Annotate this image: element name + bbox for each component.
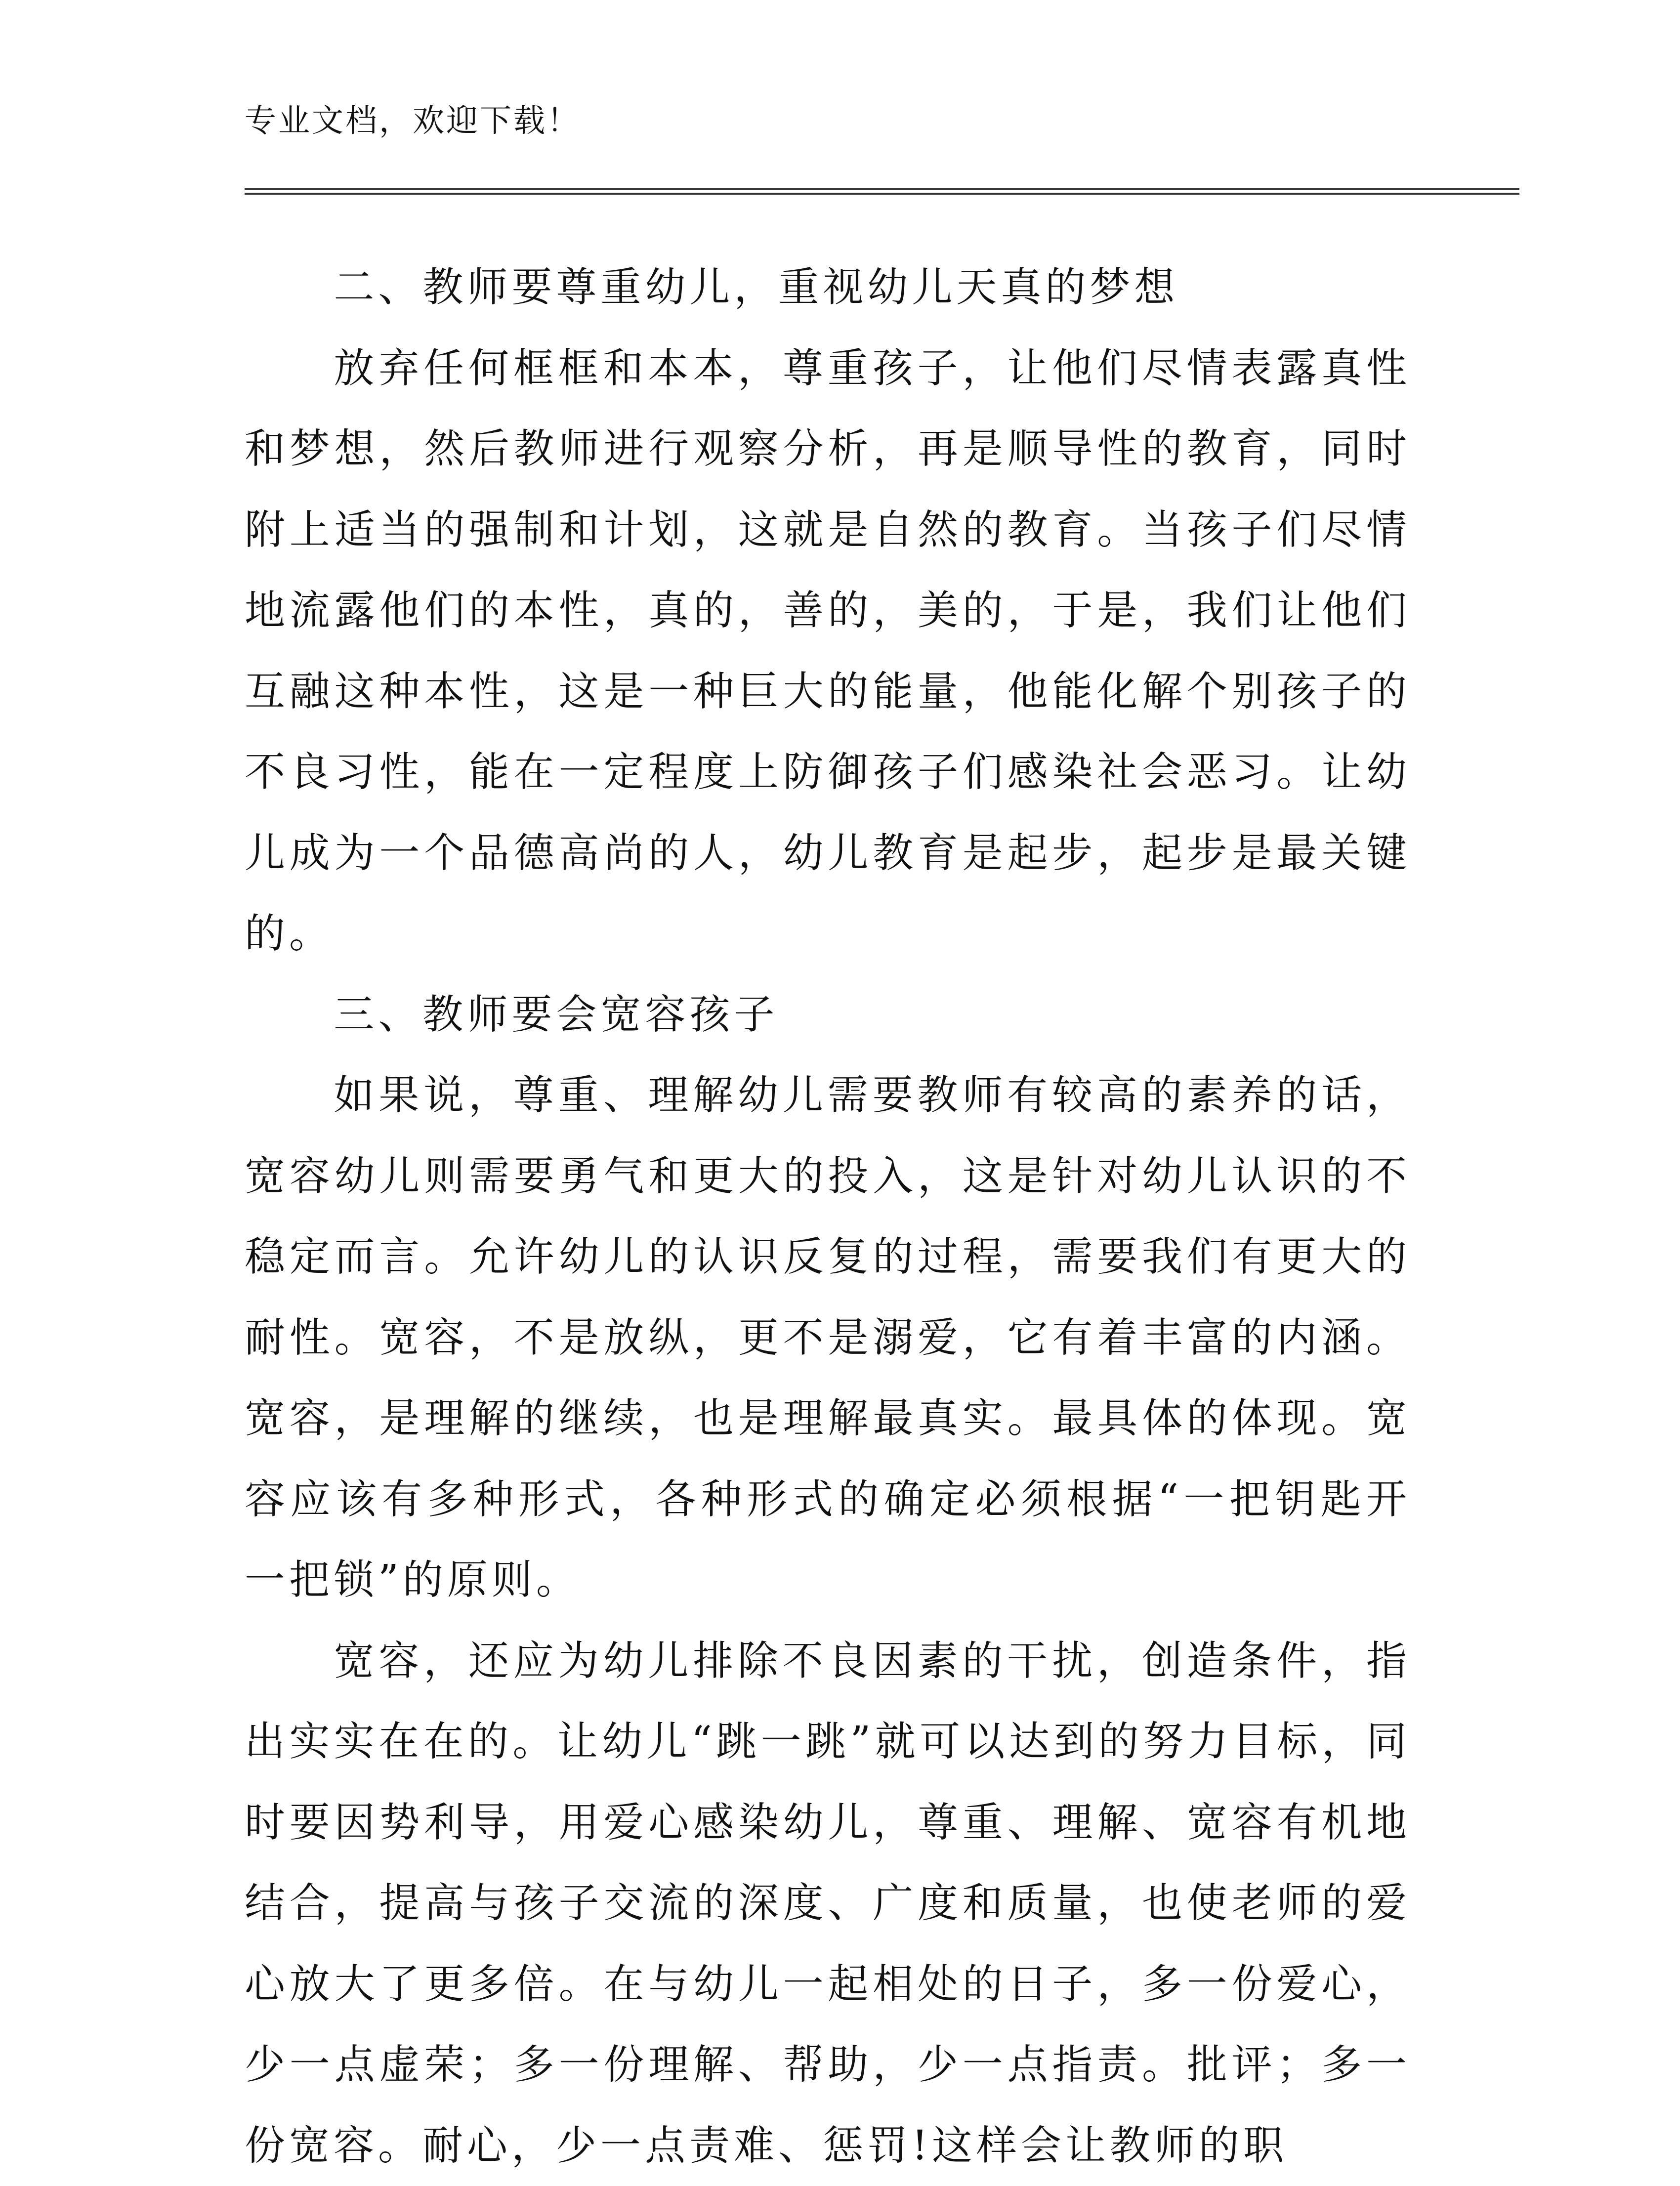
document-body <box>245 247 1411 2186</box>
section-3-paragraph-2: 宽容，还应为幼儿排除不良因素的干扰，创造条件，指出实实在在的。让幼儿“跳一跳”就可以达到的努力目标，同时要因势利导，用爱心感染幼儿，尊重、理解、宽容有机地结合，提高与孩子交流的深度、广度和质量，也使老师的爱心放大了更多倍。在与幼儿一起相处的日子，多一份爱心，少一点虚荣；多一份理解、帮助，少一点指责。批评；多一份宽容。耐心，少一点责难、惩罚!这样会让教师的职 <box>245 1621 1411 2186</box>
section-2-paragraph: 放弃任何框框和本本，尊重孩子，让他们尽情表露真性和梦想，然后教师进行观察分析，再是顺导性的教育，同时附上适当的强制和计划，这就是自然的教育。当孩子们尽情地流露他们的本性，真的，善的，美的，于是，我们让他们互融这种本性，这是一种巨大的能量，他能化解个别孩子的不良习性，能在一定程度上防御孩子们感染社会恶习。让幼儿成为一个品德高尚的人，幼儿教育是起步，起步是最关键的。 <box>245 328 1411 974</box>
section-heading-2: 二、教师要尊重幼儿，重视幼儿天真的梦想 <box>245 247 1411 328</box>
page-header: 专业文档，欢迎下载！ <box>245 94 581 148</box>
section-heading-3: 三、教师要会宽容孩子 <box>245 974 1411 1055</box>
header-divider <box>245 188 1519 195</box>
section-3-paragraph-1: 如果说，尊重、理解幼儿需要教师有较高的素养的话，宽容幼儿则需要勇气和更大的投入，这是针对幼儿认识的不稳定而言。允许幼儿的认识反复的过程，需要我们有更大的耐性。宽容，不是放纵，更不是溺爱，它有着丰富的内涵。宽容，是理解的继续，也是理解最真实。最具体的体现。宽容应该有多种形式，各种形式的确定必须根据“一把钥匙开一把锁”的原则。 <box>245 1055 1411 1621</box>
